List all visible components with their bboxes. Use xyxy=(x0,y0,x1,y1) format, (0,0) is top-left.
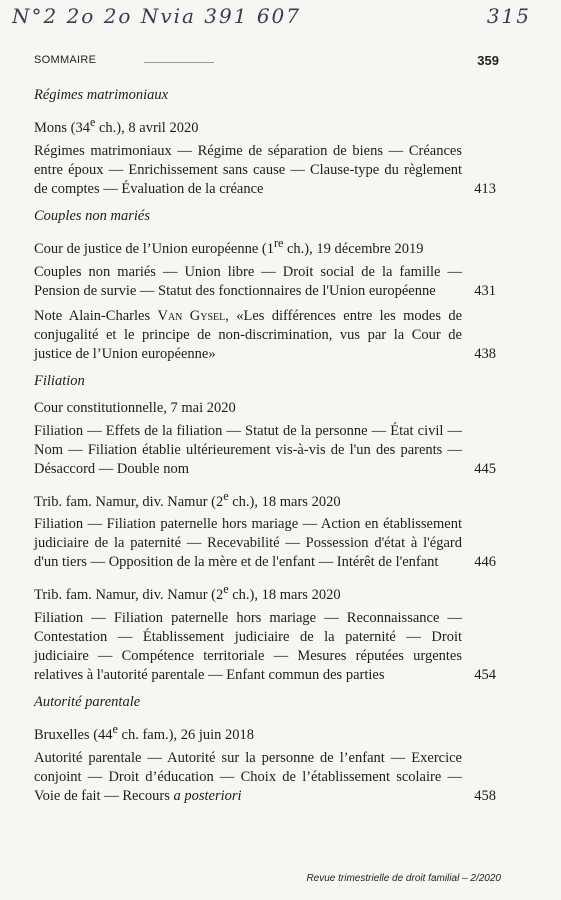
entry-description xyxy=(34,515,496,572)
entry-page-number: 413 xyxy=(474,180,496,197)
entry-description xyxy=(34,422,496,479)
court-heading: Trib. fam. Namur, div. Namur (2e ch.), 18 mars 2020 xyxy=(34,582,341,604)
entry-page-number: 431 xyxy=(474,282,496,299)
entry-text: Filiation — Effets de la filiation — Statut de la personne — État civil — Nom — Filiation établie ultérieurement vis-à-vis de l'un des parents — Désaccord — Double nom xyxy=(34,422,462,477)
toc-entry xyxy=(34,113,496,199)
entry-text: Autorité parentale — Autorité sur la personne de l’enfant — Exercice conjoint — Droit d’éducation — Choix de l’établissement scolaire — Voie de fait — Recours a posteriori xyxy=(34,750,462,805)
entry-text: Couples non mariés — Union libre — Droit social de la famille — Pension de survie — Statut des fonctionnaires de l'Union européenne xyxy=(34,263,462,299)
header-label: SOMMAIRE xyxy=(34,54,97,66)
page-header xyxy=(34,54,499,72)
entry-page-number: 446 xyxy=(474,554,496,571)
entry-page-number: 458 xyxy=(474,788,496,805)
handwritten-annotation-left: N°2 2o 2o Nvia 391 607 xyxy=(12,4,302,28)
court-heading: Cour de justice de l’Union européenne (1re ch.), 19 décembre 2019 xyxy=(34,235,424,257)
toc-section xyxy=(34,693,496,806)
toc-entry xyxy=(34,234,496,364)
entry-note xyxy=(34,307,496,364)
entry-text: Filiation — Filiation paternelle hors mariage — Action en établissement judiciaire de la paternité — Recevabilité — Possession d'état à l'égard d'un tiers — Opposition de la mère et de l'enfant — Intérêt de l'enfant xyxy=(34,516,462,571)
court-heading: Mons (34e ch.), 8 avril 2020 xyxy=(34,115,199,136)
table-of-contents xyxy=(34,86,496,814)
entry-description xyxy=(34,749,496,806)
toc-entry xyxy=(34,399,496,479)
toc-section xyxy=(34,372,496,686)
entry-description xyxy=(34,263,496,301)
entry-text: Note Alain-Charles Van Gysel, «Les différences entre les modes de conjugalité et le principe de non-discrimination, vus par la Cour de justice de l’Union européenne» xyxy=(34,307,463,362)
section-title: Couples non mariés xyxy=(34,207,150,224)
header-rule xyxy=(144,62,214,63)
toc-entry xyxy=(34,720,496,806)
entry-page-number: 454 xyxy=(474,667,496,684)
court-heading: Trib. fam. Namur, div. Namur (2e ch.), 18 mars 2020 xyxy=(34,488,341,510)
entry-page-number: 445 xyxy=(474,460,496,477)
entry-text: Filiation — Filiation paternelle hors mariage — Reconnaissance — Contestation — Établissement judiciaire de la paternité — Droit judiciaire — Compétence territoriale — Mesures réputées urgentes relatives à l'autorité parentale — Enfant commun des parties xyxy=(34,610,462,684)
section-title: Régimes matrimoniaux xyxy=(34,87,169,103)
entry-description xyxy=(34,609,496,685)
entry-text: Régimes matrimoniaux — Régime de séparation de biens — Créances entre époux — Enrichissement sans cause — Clause-type du règlement de comptes — Évaluation de la créance xyxy=(34,142,462,197)
entry-description xyxy=(34,142,496,199)
court-heading: Bruxelles (44e ch. fam.), 26 juin 2018 xyxy=(34,722,255,744)
court-heading: Cour constitutionnelle, 7 mai 2020 xyxy=(34,399,236,416)
toc-entry xyxy=(34,487,496,573)
header-page-number: 359 xyxy=(477,53,499,68)
entry-page-number: 438 xyxy=(474,345,496,362)
page-footer: Revue trimestrielle de droit familial – 2/2020 xyxy=(306,873,501,884)
toc-section xyxy=(34,207,496,364)
section-title: Autorité parentale xyxy=(34,694,141,711)
toc-section xyxy=(34,86,496,199)
handwritten-annotation-right: 315 xyxy=(486,4,531,28)
toc-entry xyxy=(34,580,496,685)
section-title: Filiation xyxy=(34,372,85,389)
